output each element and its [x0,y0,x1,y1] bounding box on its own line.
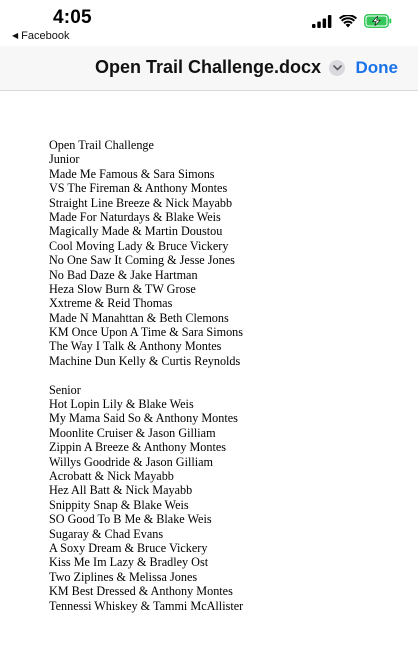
list-item: SO Good To B Me & Blake Weis [49,512,212,527]
list-item: Zippin A Breeze & Anthony Montes [49,440,227,455]
list-item: KM Once Upon A Time & Sara Simons [49,325,243,340]
section-heading-senior: Senior [49,382,81,397]
done-button[interactable]: Done [355,58,398,77]
list-item: My Mama Said So & Anthony Montes [49,411,238,426]
status-bar [0,0,418,46]
status-time: 4:05 [53,7,92,28]
list-item: No One Saw It Coming & Jesse Jones [49,253,235,268]
section-heading-junior: Junior [49,152,80,167]
back-triangle-icon: ◀ [12,31,19,40]
list-item: Made N Manahttan & Beth Clemons [49,310,229,325]
list-item: Tennessi Whiskey & Tammi McAllister [49,598,244,613]
list-item: Sugaray & Chad Evans [49,526,164,541]
list-item: The Way I Talk & Anthony Montes [49,339,222,354]
document-heading: Open Trail Challenge [49,138,154,152]
list-item: Machine Dun Kelly & Curtis Reynolds [49,353,241,368]
list-item: VS The Fireman & Anthony Montes [49,181,228,196]
list-item: Acrobatt & Nick Mayabb [49,468,174,483]
back-to-app-link[interactable] [12,30,69,42]
list-item: Straight Line Breeze & Nick Mayabb [49,195,233,210]
list-item: Hot Lopin Lily & Blake Weis [49,397,194,412]
status-icons [312,14,392,28]
document-title-menu[interactable] [95,57,345,78]
list-item: Two Ziplines & Melissa Jones [49,569,198,584]
list-item: KM Best Dressed & Anthony Montes [49,584,233,599]
paragraph-gap [49,368,243,382]
chevron-down-icon[interactable] [329,60,345,76]
battery-charging-icon [364,14,392,28]
list-item: No Bad Daze & Jake Hartman [49,267,198,282]
document-title: Open Trail Challenge.docx [95,57,322,77]
list-item: Made Me Famous & Sara Simons [49,166,215,181]
list-item: A Soxy Dream & Bruce Vickery [49,540,208,555]
list-item: Snippity Snap & Blake Weis [49,497,189,512]
list-item: Willys Goodride & Jason Gilliam [49,454,214,469]
document-body [49,138,243,613]
list-item: Magically Made & Martin Doustou [49,224,223,239]
document-nav-bar [0,46,418,91]
cellular-signal-icon [312,15,332,28]
list-item: Xxtreme & Reid Thomas [49,296,173,311]
list-item: Made For Naturdays & Blake Weis [49,209,221,224]
wifi-icon [339,15,357,28]
back-app-label: Facebook [21,30,70,42]
document-page [0,91,418,672]
list-item: Moonlite Cruiser & Jason Gilliam [49,425,216,440]
list-item: Kiss Me Im Lazy & Bradley Ost [49,555,209,570]
list-item: Hez All Batt & Nick Mayabb [49,483,193,498]
list-item: Cool Moving Lady & Bruce Vickery [49,238,229,253]
list-item: Heza Slow Burn & TW Grose [49,281,196,296]
